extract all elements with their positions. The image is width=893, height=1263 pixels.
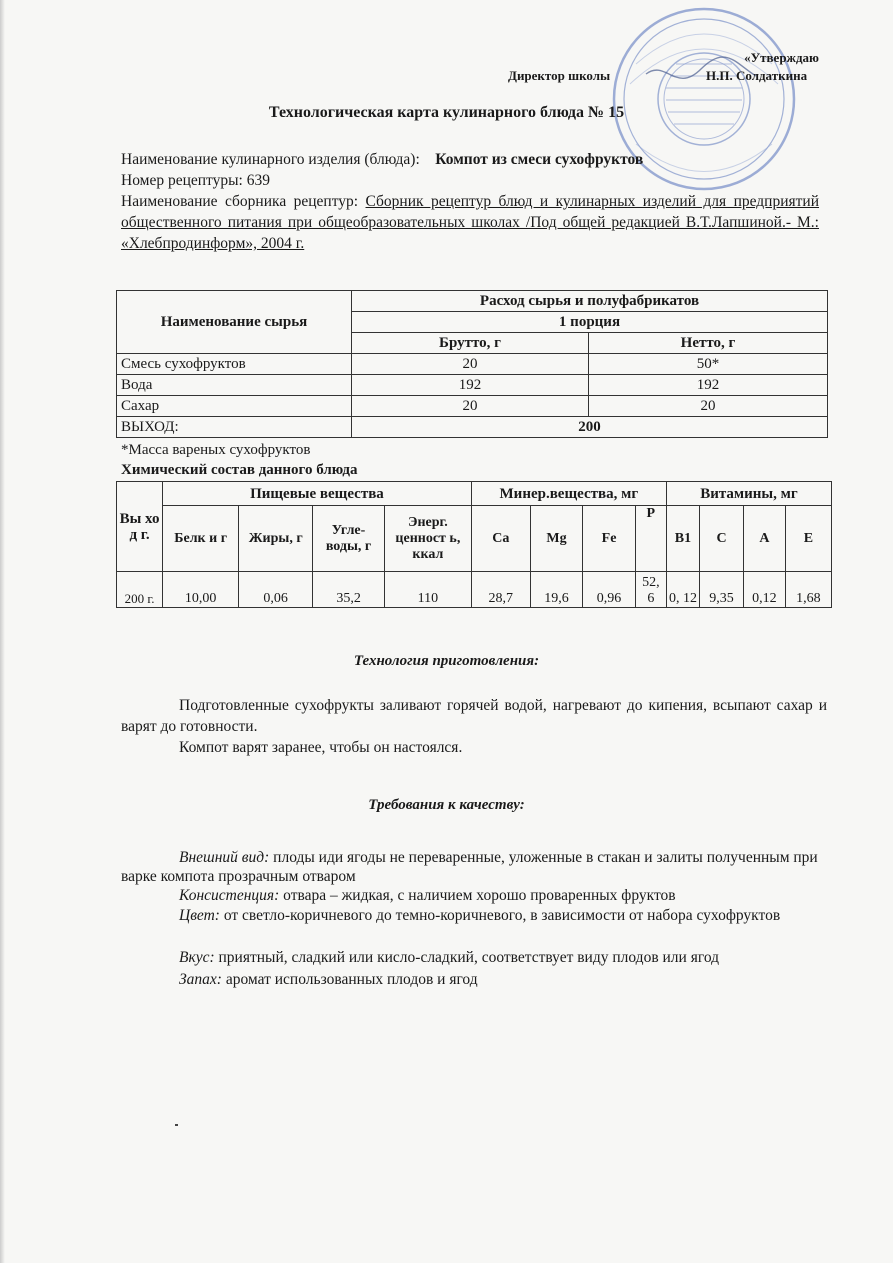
v-p: 52, 6 — [635, 572, 666, 608]
h-p: P — [635, 506, 666, 572]
v-b1: 0, 12 — [666, 572, 699, 608]
table-row — [117, 375, 828, 396]
col-portion-header: 1 порция — [352, 312, 828, 333]
appearance-label: Внешний вид: — [179, 849, 270, 866]
v-energy: 110 — [384, 572, 471, 608]
v-a: 0,12 — [744, 572, 786, 608]
smell-value: аромат использованных плодов и ягод — [225, 971, 478, 988]
row-net: 50* — [589, 354, 828, 375]
quality-title: Требования к качеству: — [368, 797, 525, 813]
table-row — [117, 354, 828, 375]
quality-consistency — [121, 886, 889, 905]
h-mg: Mg — [530, 506, 583, 572]
v-carbs: 35,2 — [313, 572, 385, 608]
h-c: C — [700, 506, 744, 572]
row-name: Вода — [117, 375, 352, 396]
v-output: 200 г. — [117, 572, 163, 608]
quality-color — [121, 906, 831, 925]
output-value: 200 — [352, 417, 828, 438]
h-vitamins: Витамины, мг — [666, 482, 831, 506]
v-fat: 0,06 — [239, 572, 313, 608]
v-protein: 10,00 — [163, 572, 239, 608]
collection-block — [121, 191, 819, 254]
output-row — [117, 417, 828, 438]
row-gross: 20 — [352, 396, 589, 417]
row-name: Смесь сухофруктов — [117, 354, 352, 375]
consistency-value: отвара – жидкая, с наличием хорошо проваренных фруктов — [283, 887, 676, 904]
row-name: Сахар — [117, 396, 352, 417]
dish-label: Наименование кулинарного изделия (блюда): — [121, 151, 420, 168]
quality-smell — [121, 970, 889, 989]
v-mg: 19,6 — [530, 572, 583, 608]
color-value: от светло-коричневого до темно-коричневого, в зависимости от набора сухофруктов — [223, 907, 781, 924]
h-protein: Белк и г — [163, 506, 239, 572]
h-fat: Жиры, г — [239, 506, 313, 572]
h-output: Вы хо д г. — [117, 482, 163, 572]
dish-value: Компот из смеси сухофруктов — [435, 151, 644, 168]
consistency-label: Консистенция: — [179, 887, 280, 904]
raw-materials-table — [116, 290, 828, 438]
recipe-number: Номер рецептуры: 639 — [121, 172, 270, 189]
table-row — [117, 396, 828, 417]
v-ca: 28,7 — [471, 572, 530, 608]
quality-taste — [121, 948, 889, 967]
taste-value: приятный, сладкий или кисло-сладкий, соответствует виду плодов или ягод — [218, 949, 720, 966]
tech-paragraph-1: Подготовленные сухофрукты заливают горячей водой, нагревают до кипения, всыпают сахар и варят до готовности. — [121, 697, 827, 735]
h-ca: Ca — [471, 506, 530, 572]
chem-title: Химический состав данного блюда — [121, 462, 358, 478]
quality-appearance-text — [121, 848, 831, 886]
h-fe: Fe — [583, 506, 636, 572]
document-title: Технологическая карта кулинарного блюда № 15 — [268, 104, 625, 121]
row-gross: 20 — [352, 354, 589, 375]
color-label: Цвет: — [179, 907, 220, 924]
footnote: *Масса вареных сухофруктов — [121, 442, 311, 458]
director-name: Н.П. Солдаткина — [706, 68, 808, 83]
col-gross-header: Брутто, г — [352, 333, 589, 354]
h-carbs: Угле- воды, г — [313, 506, 385, 572]
col-name-header: Наименование сырья — [117, 291, 352, 354]
stray-mark — [175, 1124, 178, 1126]
page-edge-shadow — [0, 0, 5, 1263]
smell-label: Запах: — [179, 971, 222, 988]
taste-label: Вкус: — [179, 949, 215, 966]
tech-paragraph-2: Компот варят заранее, чтобы он настоялся. — [179, 739, 463, 756]
col-consumption-header: Расход сырья и полуфабрикатов — [352, 291, 828, 312]
v-c: 9,35 — [700, 572, 744, 608]
h-energy: Энерг. ценност ь, ккал — [384, 506, 471, 572]
dish-name-line — [121, 149, 819, 170]
output-label: ВЫХОД: — [117, 417, 352, 438]
v-fe: 0,96 — [583, 572, 636, 608]
tech-title: Технология приготовления: — [353, 653, 540, 669]
h-b1: B1 — [666, 506, 699, 572]
row-net: 20 — [589, 396, 828, 417]
approval-heading: «Утверждаю — [744, 50, 819, 65]
appearance-value: плоды иди ягоды не переваренные, уложенные в стакан и залиты полученным при варке компота прозрачным отваром — [121, 849, 818, 885]
chemical-table — [116, 481, 832, 608]
col-net-header: Нетто, г — [589, 333, 828, 354]
h-minerals: Минер.вещества, мг — [471, 482, 666, 506]
h-a: A — [744, 506, 786, 572]
h-nutrients: Пищевые вещества — [163, 482, 472, 506]
row-net: 192 — [589, 375, 828, 396]
table-row — [117, 572, 832, 608]
row-gross: 192 — [352, 375, 589, 396]
h-e: E — [785, 506, 831, 572]
director-label: Директор школы — [508, 68, 611, 83]
collection-value: Сборник рецептур блюд и кулинарных изделий для предприятий общественного питания при общеобразовательных школах /Под общей редакцией В.Т.Лапшиной.- М.: «Хлебпродинформ», 2004 г. — [121, 193, 820, 252]
v-e: 1,68 — [785, 572, 831, 608]
collection-label: Наименование сборника рецептур: — [121, 193, 359, 210]
